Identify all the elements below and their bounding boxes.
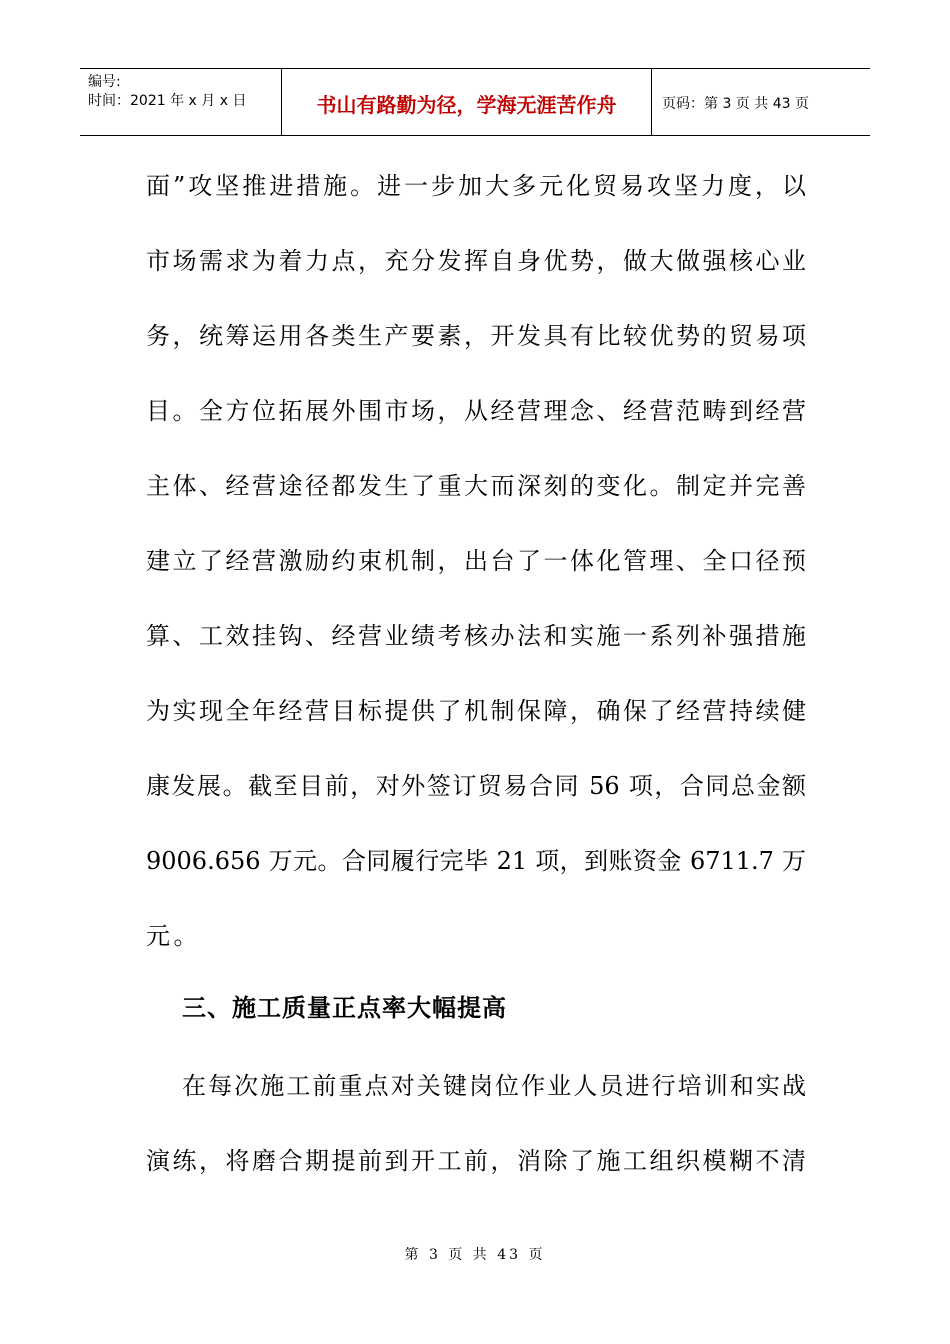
header-motto: 书山有路勤为径，学海无涯苦作舟 <box>282 69 652 135</box>
paragraph-line: 算、工效挂钩、经营业绩考核办法和实施一系列补强措施 <box>146 622 806 650</box>
header-meta <box>80 69 282 135</box>
paragraph-line: 市场需求为着力点，充分发挥自身优势，做大做强核心业 <box>146 247 806 275</box>
page-footer: 第 3 页 共 43 页 <box>404 1247 546 1263</box>
paragraph-line: 面”攻坚推进措施。进一步加大多元化贸易攻坚力度，以 <box>146 172 806 200</box>
paragraph-line: 建立了经营激励约束机制，出台了一体化管理、全口径预 <box>146 547 806 575</box>
section-heading: 三、施工质量正点率大幅提高 <box>182 994 507 1022</box>
paragraph-line: 主体、经营途径都发生了重大而深刻的变化。制定并完善 <box>146 472 806 500</box>
page-header <box>80 68 870 136</box>
paragraph-line: 务，统筹运用各类生产要素，开发具有比较优势的贸易项 <box>146 322 806 350</box>
paragraph-line: 元。 <box>146 922 201 950</box>
paragraph-line: 在每次施工前重点对关键岗位作业人员进行培训和实战 <box>182 1072 806 1100</box>
paragraph-line: 为实现全年经营目标提供了机制保障，确保了经营持续健 <box>146 697 806 725</box>
document-number-label: 编号: <box>88 74 121 90</box>
paragraph-line: 9006.656 万元。合同履行完毕 21 项，到账资金 6711.7 万 <box>146 847 806 875</box>
paragraph-line: 目。全方位拓展外围市场，从经营理念、经营范畴到经营 <box>146 397 806 425</box>
document-time-label: 时间：2021 年 x 月 x 日 <box>88 93 247 109</box>
paragraph-line: 康发展。截至目前，对外签订贸易合同 56 项，合同总金额 <box>146 772 806 800</box>
paragraph-line: 演练，将磨合期提前到开工前，消除了施工组织模糊不清 <box>146 1147 806 1175</box>
header-page-info: 页码：第 3 页 共 43 页 <box>662 96 809 112</box>
document-body <box>146 156 806 1206</box>
